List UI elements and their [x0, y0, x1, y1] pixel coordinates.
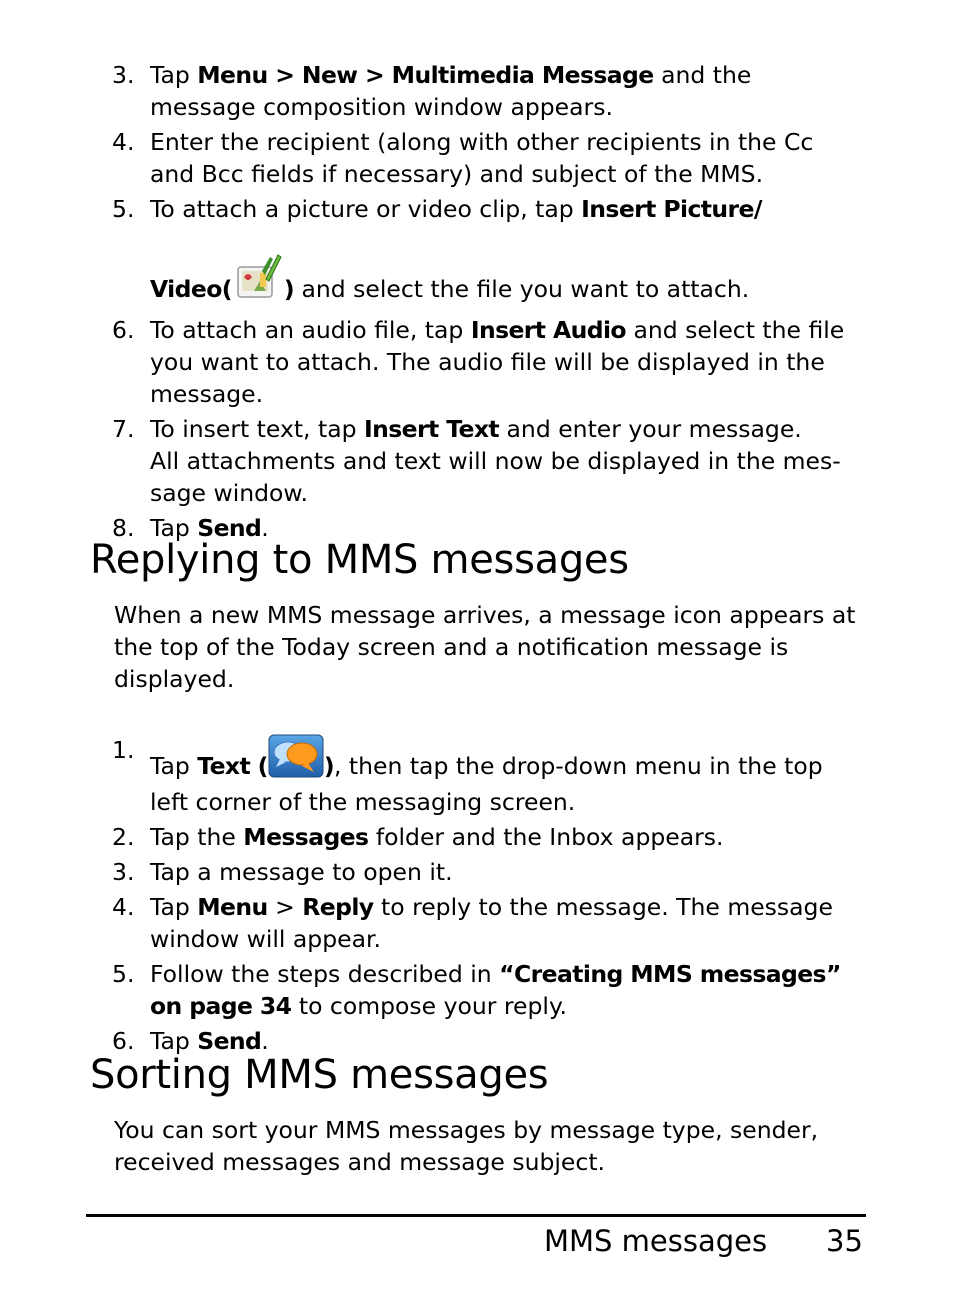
list-item: 4. Enter the recipient (along with other recipients in the Cc and Bcc fields if necessary) and subject of the MMS.	[112, 128, 814, 188]
step-number: 5.	[112, 195, 135, 223]
list-item: 3. Tap a message to open it.	[112, 858, 453, 886]
step-number: 1.	[112, 736, 135, 764]
footer-divider	[86, 1214, 866, 1217]
page-number: 35	[826, 1224, 863, 1258]
list-item: 6. Tap Send.	[112, 1027, 269, 1055]
list-item: 4. Tap Menu > Reply to reply to the message. The message window will appear.	[112, 893, 833, 953]
insert-picture-video-icon	[232, 253, 284, 311]
list-item: 2. Tap the Messages folder and the Inbox appears.	[112, 823, 724, 851]
section-heading-sorting: Sorting MMS messages	[90, 1052, 549, 1098]
section-heading-replying: Replying to MMS messages	[90, 537, 629, 583]
step-number: 2.	[112, 823, 135, 851]
section-intro-sorting: You can sort your MMS messages by message type, sender, received messages and message subject.	[114, 1116, 819, 1176]
step-number: 7.	[112, 415, 135, 443]
step-number: 6.	[112, 316, 135, 344]
step-number: 6.	[112, 1027, 135, 1055]
step-number: 4.	[112, 128, 135, 156]
list-item: 7. To insert text, tap Insert Text and enter your message. All attachments and text will now be displayed in the mes-sage window.	[112, 415, 841, 507]
section-intro-replying: When a new MMS message arrives, a message icon appears at the top of the Today screen and a notification message is displayed.	[114, 601, 856, 693]
cross-reference-link[interactable]: “Creating MMS messages” on page 34	[150, 960, 841, 1020]
step-number: 3.	[112, 858, 135, 886]
step-number: 5.	[112, 960, 135, 988]
text-messaging-icon	[268, 734, 324, 786]
list-item: 1. Tap Text ( ), then tap the drop-down menu in the top left corner of the messaging screen.	[112, 736, 823, 816]
step-number: 4.	[112, 893, 135, 921]
list-item: 5. To attach a picture or video clip, tap Insert Picture/ Video( ) and select the file you want to attach.	[112, 193, 862, 311]
reply-steps-list	[112, 734, 862, 1060]
list-item: 3. Tap Menu > New > Multimedia Message and the message composition window appears.	[112, 61, 752, 121]
footer-section-title: MMS messages	[544, 1224, 768, 1258]
compose-steps-list	[112, 59, 862, 547]
list-item: 5. Follow the steps described in “Creating MMS messages” on page 34 to compose your reply.	[112, 960, 841, 1020]
list-item: 6. To attach an audio file, tap Insert Audio and select the file you want to attach. The audio file will be displayed in the message.	[112, 316, 845, 408]
step-number: 3.	[112, 61, 135, 89]
step-number: 8.	[112, 514, 135, 542]
list-item: 8. Tap Send.	[112, 514, 269, 542]
